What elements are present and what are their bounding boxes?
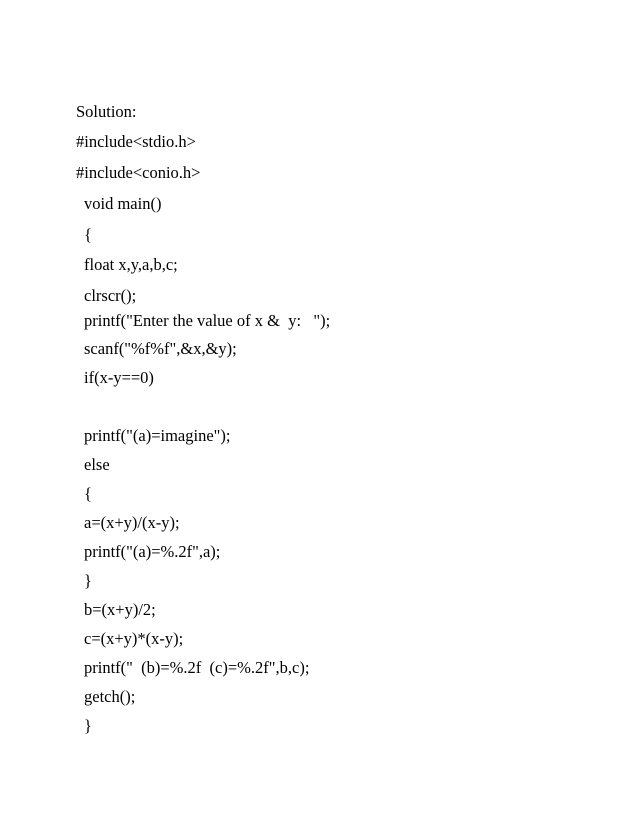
code-line-assign-a: a=(x+y)/(x-y); xyxy=(84,513,180,532)
code-line-printf-prompt: printf("Enter the value of x & y: "); xyxy=(84,311,331,330)
code-line-else-close-brace: } xyxy=(84,571,92,590)
code-line-main: void main() xyxy=(84,194,162,213)
code-line-scanf: scanf("%f%f",&x,&y); xyxy=(84,339,237,358)
code-line-assign-c: c=(x+y)*(x-y); xyxy=(84,629,184,648)
code-line-if: if(x-y==0) xyxy=(84,368,154,387)
code-line-printf-bc: printf(" (b)=%.2f (c)=%.2f",b,c); xyxy=(84,658,310,677)
code-line-printf-a: printf("(a)=%.2f",a); xyxy=(84,542,221,561)
code-line-printf-imagine: printf("(a)=imagine"); xyxy=(84,426,231,445)
code-line-close-brace: } xyxy=(84,716,92,735)
code-line-open-brace: { xyxy=(84,225,92,244)
code-line-else-open-brace: { xyxy=(84,484,92,503)
code-line-clrscr: clrscr(); xyxy=(84,286,137,305)
solution-heading: Solution: xyxy=(76,102,137,121)
code-line-include-conio: #include<conio.h> xyxy=(76,163,201,182)
code-line-include-stdio: #include<stdio.h> xyxy=(76,132,196,151)
code-line-assign-b: b=(x+y)/2; xyxy=(84,600,156,619)
code-line-declaration: float x,y,a,b,c; xyxy=(84,255,178,274)
code-line-getch: getch(); xyxy=(84,687,136,706)
code-line-else: else xyxy=(84,455,110,474)
